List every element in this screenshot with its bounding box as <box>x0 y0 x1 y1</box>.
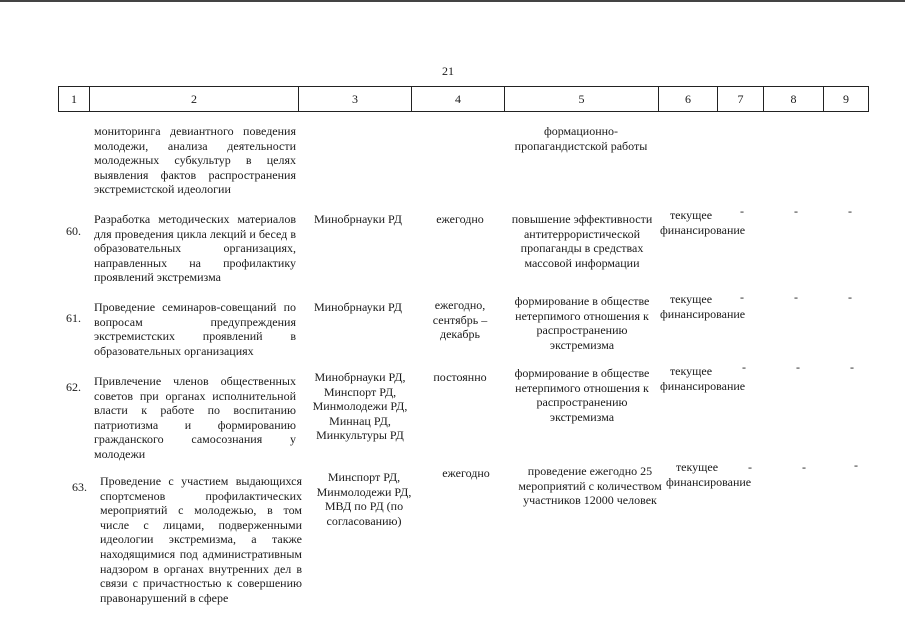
col8-value: - <box>802 460 806 474</box>
term-text: ежегодно, сентябрь – декабрь <box>432 298 488 342</box>
header-col-2: 2 <box>89 86 299 112</box>
funding-text: текущее финансирование <box>660 208 746 237</box>
result-text: формирование в обществе нетерпимого отношения к распространению экстремизма <box>514 294 650 352</box>
header-col-8: 8 <box>763 86 824 112</box>
term-text: постоянно <box>433 370 487 384</box>
row-number: 62. <box>66 380 81 394</box>
term-text: ежегодно <box>442 466 490 480</box>
col8-value: - <box>794 290 798 304</box>
header-col-5: 5 <box>504 86 659 112</box>
col9-value: - <box>850 360 854 374</box>
header-col-3: 3 <box>298 86 412 112</box>
col7-value: - <box>740 290 744 304</box>
term-text: ежегодно <box>436 212 484 226</box>
col9-value: - <box>848 204 852 218</box>
result-text: проведение ежегодно 25 мероприятий с количеством участников 12000 человек <box>518 464 662 508</box>
result-text: формационно-пропагандистской работы <box>514 124 648 153</box>
header-col-1: 1 <box>58 86 90 112</box>
header-col-9: 9 <box>823 86 869 112</box>
header-col-7: 7 <box>717 86 764 112</box>
activity-text: Проведение с участием выдающихся спортсменов профилактических мероприятий с молодежью, в том числе с лицами, подверженными идеологии экстремизма, а также находящимися под административным надзором в органах внутренних дел в связи с причастностью к совершению правонарушений в сфере <box>100 474 302 605</box>
header-col-4: 4 <box>411 86 505 112</box>
result-text: повышение эффективности антитеррористической пропаганды в средствах массовой информации <box>511 212 653 270</box>
activity-text: Привлечение членов общественных советов при органах исполнительной власти к работе по воспитанию патриотизма и формированию гражданского самосознания у молодежи <box>94 374 296 461</box>
funding-text: текущее финансирование <box>666 460 752 489</box>
col8-value: - <box>796 360 800 374</box>
col9-value: - <box>854 458 858 472</box>
executor-text: Минобрнауки РД <box>314 300 402 314</box>
col7-value: - <box>742 360 746 374</box>
executor-text: Минспорт РД, Минмолодежи РД, МВД по РД (по согласованию) <box>316 470 412 528</box>
row-number: 60. <box>66 224 81 238</box>
result-text: формирование в обществе нетерпимого отношения к распространению экстремизма <box>514 366 650 424</box>
row-number: 63. <box>72 480 87 494</box>
page-number: 21 <box>442 64 454 78</box>
scan-edge <box>0 0 905 2</box>
activity-text: Разработка методических материалов для проведения цикла лекций и бесед в образовательных организациях, направленных на профилактику проявлений экстремизма <box>94 212 296 285</box>
executor-text: Минобрнауки РД <box>314 212 402 226</box>
activity-text: Проведение семинаров-совещаний по вопросам предупреждения экстремистских проявлений в образовательных организациях <box>94 300 296 358</box>
funding-text: текущее финансирование <box>660 292 746 321</box>
col8-value: - <box>794 204 798 218</box>
row-number: 61. <box>66 311 81 325</box>
col7-value: - <box>748 460 752 474</box>
activity-text: мониторинга девиантного поведения молодежи, анализа деятельности молодежных субкультур в целях выявления фактов распространения экстремистской идеологии <box>94 124 296 197</box>
funding-text: текущее финансирование <box>660 364 746 393</box>
executor-text: Минобрнауки РД, Минспорт РД, Минмолодежи РД, Миннац РД, Минкультуры РД <box>312 370 408 443</box>
col7-value: - <box>740 204 744 218</box>
header-col-6: 6 <box>658 86 718 112</box>
col9-value: - <box>848 290 852 304</box>
